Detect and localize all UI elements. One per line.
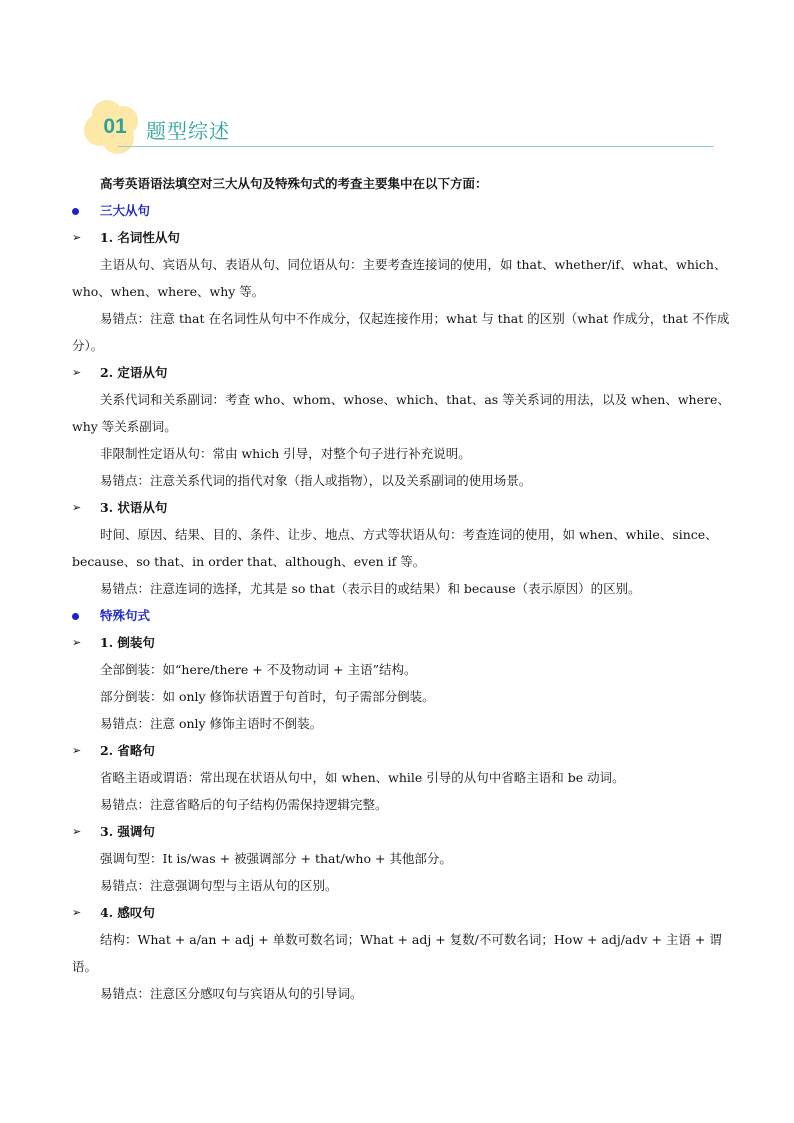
paragraph: 结构：What + a/an + adj + 单数可数名词；What + adj + 复数/不可数名词；How + adj/adv + 主语 + 谓语。 xyxy=(72,932,722,974)
paragraph: 非限制性定语从句：常由 which 引导，对整个句子进行补充说明。 xyxy=(100,446,471,461)
section-title-text: 三大从句 xyxy=(100,203,151,218)
item-heading-text: 1. 倒装句 xyxy=(100,635,155,650)
section-number: 01 xyxy=(103,115,127,138)
item-heading-text: 1. 名词性从句 xyxy=(100,230,180,245)
arrow-bullet-icon: ➢ xyxy=(72,231,82,244)
section-header xyxy=(84,98,714,158)
arrow-bullet-icon: ➢ xyxy=(72,636,82,649)
item-heading xyxy=(72,224,730,251)
paragraph: 易错点：注意 that 在名词性从句中不作成分，仅起连接作用；what 与 that 的区别（what 作成分，that 不作成分）。 xyxy=(72,311,730,353)
paragraph: 关系代词和关系副词：考查 who、whom、whose、which、that、as 等关系词的用法，以及 when、where、why 等关系副词。 xyxy=(72,392,730,434)
paragraph: 易错点：注意区分感叹句与宾语从句的引导词。 xyxy=(100,986,363,1001)
item-heading-text: 3. 状语从句 xyxy=(100,500,168,515)
paragraph: 易错点：注意关系代词的指代对象（指人或指物），以及关系副词的使用场景。 xyxy=(100,473,532,488)
arrow-bullet-icon: ➢ xyxy=(72,906,82,919)
paragraph: 易错点：注意强调句型与主语从句的区别。 xyxy=(100,878,338,893)
item-heading-text: 2. 定语从句 xyxy=(100,365,168,380)
item-heading-text: 3. 强调句 xyxy=(100,824,155,839)
paragraph: 易错点：注意 only 修饰主语时不倒装。 xyxy=(100,716,323,731)
bullet-dot-icon xyxy=(72,613,79,620)
arrow-bullet-icon: ➢ xyxy=(72,825,82,838)
item-heading xyxy=(72,359,730,386)
arrow-bullet-icon: ➢ xyxy=(72,366,82,379)
section-heading-clauses xyxy=(72,197,730,224)
paragraph: 全部倒装：如“here/there + 不及物动词 + 主语”结构。 xyxy=(100,662,417,677)
arrow-bullet-icon: ➢ xyxy=(72,501,82,514)
flower-badge-icon xyxy=(84,100,140,156)
item-heading xyxy=(72,899,730,926)
item-heading xyxy=(72,818,730,845)
section-title: 题型综述 xyxy=(146,121,230,143)
item-heading-text: 2. 省略句 xyxy=(100,743,155,758)
paragraph: 时间、原因、结果、目的、条件、让步、地点、方式等状语从句：考查连词的使用，如 when、while、since、because、so that、in order that、although、even if 等。 xyxy=(72,527,718,569)
document-body xyxy=(72,170,730,1007)
bullet-dot-icon xyxy=(72,208,79,215)
section-heading-special xyxy=(72,602,730,629)
item-heading-text: 4. 感叹句 xyxy=(100,905,155,920)
paragraph: 部分倒装：如 only 修饰状语置于句首时，句子需部分倒装。 xyxy=(100,689,435,704)
paragraph: 主语从句、宾语从句、表语从句、同位语从句：主要考查连接词的使用，如 that、whether/if、what、which、who、when、where、why 等。 xyxy=(72,257,727,299)
paragraph: 省略主语或谓语：常出现在状语从句中，如 when、while 引导的从句中省略主语和 be 动词。 xyxy=(100,770,625,785)
arrow-bullet-icon: ➢ xyxy=(72,744,82,757)
item-heading xyxy=(72,494,730,521)
header-divider xyxy=(118,146,714,147)
section-title-text: 特殊句式 xyxy=(100,608,151,623)
paragraph: 强调句型：It is/was + 被强调部分 + that/who + 其他部分。 xyxy=(100,851,452,866)
paragraph: 易错点：注意省略后的句子结构仍需保持逻辑完整。 xyxy=(100,797,388,812)
item-heading xyxy=(72,629,730,656)
item-heading xyxy=(72,737,730,764)
paragraph: 易错点：注意连词的选择，尤其是 so that（表示目的或结果）和 because（表示原因）的区别。 xyxy=(100,581,641,596)
intro-text: 高考英语语法填空对三大从句及特殊句式的考查主要集中在以下方面： xyxy=(100,176,488,191)
